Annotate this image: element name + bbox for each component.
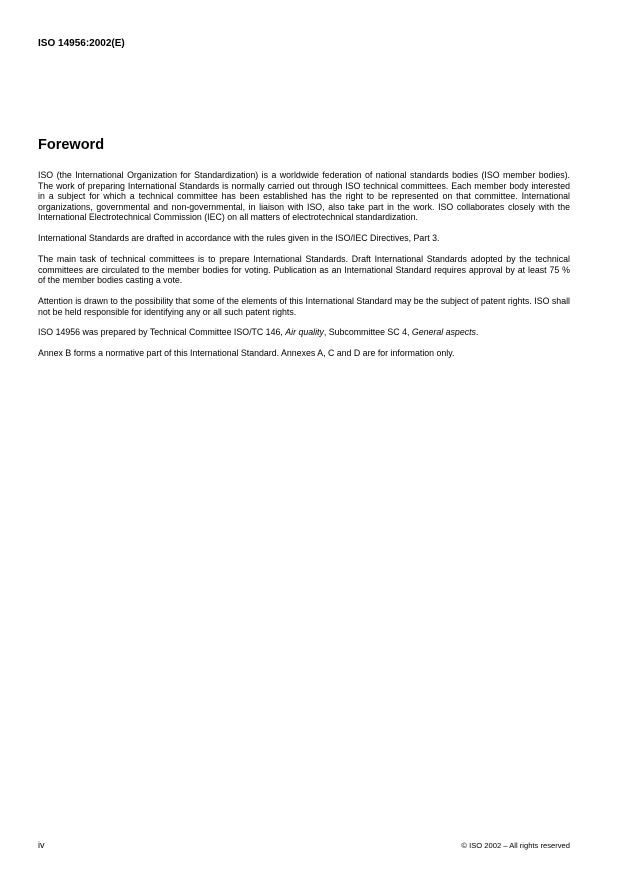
page-number: iv: [38, 840, 45, 850]
prepared-by-prefix: ISO 14956 was prepared by Technical Committee ISO/TC 146,: [38, 327, 286, 338]
paragraph-drafting-rules: International Standards are drafted in accordance with the rules given in the ISO/IEC Directives, Part 3.: [38, 233, 440, 244]
paragraph-iso-description: ISO (the International Organization for Standardization) is a worldwide federation of national standards bodies (ISO member bodies). The work of preparing International Standards is normally carried out through ISO technical committees. Each member body interested in a subject for which a technical committee has been established has the right to be represented on that committee. International organizations, governmental and non-governmental, in liaison with ISO, also take part in the work. ISO collaborates closely with the International Electrotechnical Commission (IEC) on all matters of electrotechnical standardization.: [38, 170, 570, 223]
section-title: Foreword: [38, 137, 105, 153]
paragraph-prepared-by: [38, 327, 570, 338]
document-identifier: ISO 14956:2002(E): [38, 38, 125, 49]
foreword-body: [38, 170, 570, 369]
prepared-by-middle: , Subcommittee SC 4,: [323, 327, 412, 338]
prepared-by-suffix: .: [475, 327, 479, 338]
paragraph-committee-task: The main task of technical committees is to prepare International Standards. Draft International Standards adopted by the technical committees are circulated to the member bodies for voting. Publication as an International Standard requires approval by at least 75 % of the member bodies casting a vote.: [38, 253, 570, 286]
paragraph-annex-status: Annex B forms a normative part of this International Standard. Annexes A, C and D are for information only.: [38, 348, 455, 359]
subcommittee-title: General aspects: [411, 327, 476, 338]
paragraph-patent-notice: Attention is drawn to the possibility that some of the elements of this International Standard may be the subject of patent rights. ISO shall not be held responsible for identifying any or all such patent rights.: [38, 295, 570, 317]
committee-title: Air quality: [285, 327, 324, 338]
copyright-notice: © ISO 2002 – All rights reserved: [461, 841, 570, 850]
